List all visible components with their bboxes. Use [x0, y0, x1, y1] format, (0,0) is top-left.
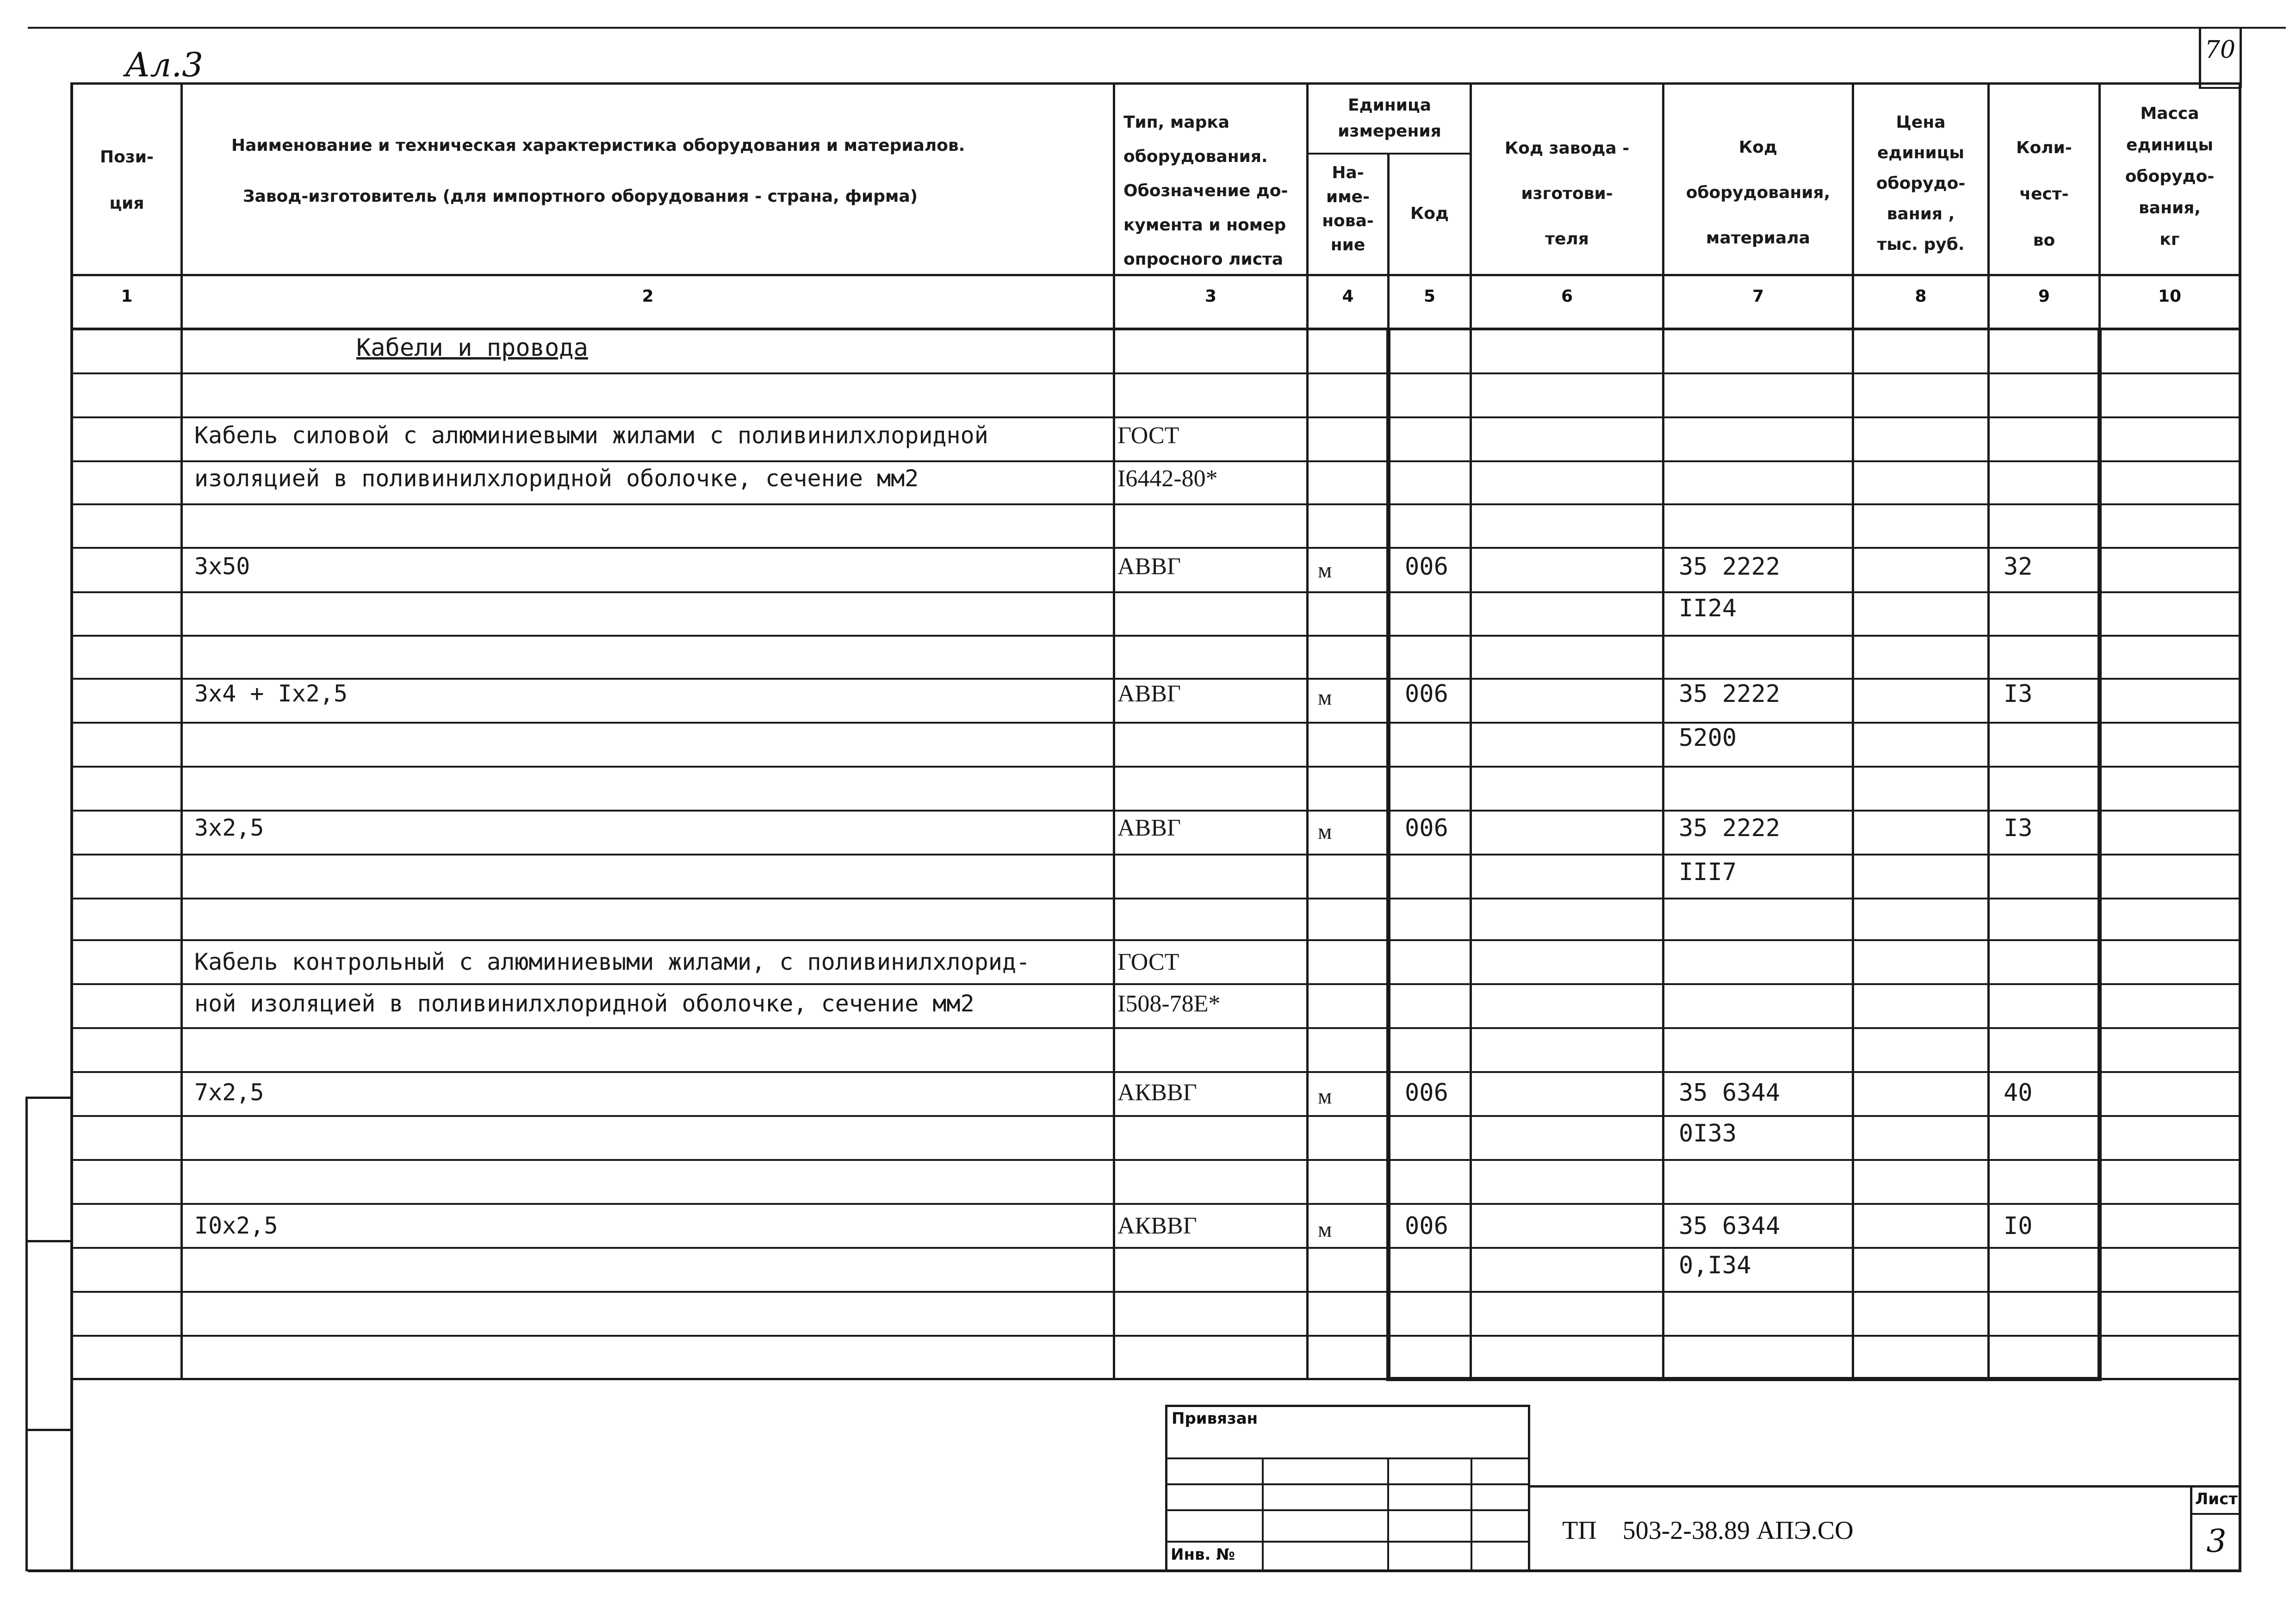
row-rule	[70, 678, 2241, 680]
row-unit-code: 006	[1405, 1079, 1448, 1107]
row-type: I6442-80*	[1117, 465, 1218, 492]
row-unit: м	[1318, 558, 1332, 583]
row-rule	[70, 766, 2241, 768]
row-unit: м	[1318, 685, 1332, 710]
tb-v2	[1387, 1457, 1389, 1571]
page-number: 70	[2204, 36, 2236, 64]
row-unit-code: 006	[1405, 553, 1448, 581]
header-unit-name: На- име- нова- ние	[1322, 163, 1374, 254]
row-rule	[70, 810, 2241, 812]
col-number-10: 10	[2158, 287, 2182, 306]
col-rule-5	[1470, 82, 1472, 1379]
inventory-label: Инв. №	[1171, 1545, 1235, 1564]
col-number-6: 6	[1561, 287, 1573, 306]
row-type: АВВГ	[1117, 681, 1181, 707]
row-code: 35 6344	[1679, 1079, 1781, 1107]
row-name: Кабель контрольный с алюминиевыми жилами, с поливинилхлорид-	[194, 949, 1030, 975]
row-rule	[70, 547, 2241, 549]
header-mass: Масса единицы оборудо- вания, кг	[2125, 104, 2215, 249]
tb-h4	[1165, 1541, 1530, 1543]
row-rule	[70, 591, 2241, 593]
tb-code-top	[1528, 1485, 2241, 1488]
row-rule	[70, 635, 2241, 637]
row-code: 0I33	[1679, 1120, 1737, 1147]
top-rule	[28, 27, 2286, 29]
tb-v1	[1262, 1457, 1264, 1571]
row-rule	[70, 1071, 2241, 1073]
col-number-3: 3	[1204, 287, 1217, 306]
row-code: 35 2222	[1679, 680, 1781, 708]
header-unit-group: Единица измерения	[1338, 96, 1441, 141]
tb-right	[1528, 1405, 1530, 1571]
row-code: 35 6344	[1679, 1212, 1781, 1240]
row-qty: 40	[2004, 1079, 2033, 1107]
row-rule	[70, 372, 2241, 374]
row-name: 3х50	[194, 553, 250, 580]
row-unit: м	[1318, 1084, 1332, 1109]
row-qty: I3	[2004, 680, 2033, 708]
header-unit-code: Код	[1410, 204, 1449, 223]
row-code: 35 2222	[1679, 814, 1781, 842]
row-rule	[70, 1159, 2241, 1161]
row-type: АКВВГ	[1117, 1213, 1197, 1239]
document-code: ТП 503-2-38.89 АПЭ.СО	[1562, 1516, 1854, 1545]
col-number-4: 4	[1342, 287, 1354, 306]
header-quantity: Коли- чест- во	[2016, 138, 2072, 250]
tb-left	[1165, 1405, 1167, 1571]
row-rule	[70, 1203, 2241, 1205]
row-unit: м	[1318, 1217, 1332, 1242]
row-unit-code: 006	[1405, 680, 1448, 708]
row-unit: м	[1318, 819, 1332, 844]
linked-label: Привязан	[1172, 1409, 1258, 1428]
numbers-bottom-rule	[70, 328, 2241, 330]
row-rule	[70, 1291, 2241, 1293]
row-type: АВВГ	[1117, 553, 1181, 580]
row-rule	[70, 460, 2241, 462]
row-code: 0,I34	[1679, 1252, 1751, 1279]
row-name: изоляцией в поливинилхлоридной оболочке, сечение мм2	[194, 465, 919, 492]
row-type: ГОСТ	[1117, 422, 1179, 449]
header-type: Тип, марка оборудования. Обозначение до- кумента и номер опросного листа	[1123, 113, 1288, 269]
tb-v3	[1471, 1457, 1472, 1571]
table-bottom-border	[28, 1569, 2241, 1572]
tb-h1	[1165, 1457, 1530, 1459]
col-rule-6	[1662, 82, 1664, 1379]
row-name: 3х4 + Iх2,5	[194, 680, 348, 707]
row-rule	[70, 1335, 2241, 1337]
row-rule	[70, 983, 2241, 985]
page-number-box-right	[2240, 28, 2242, 88]
tb-sheet-mid	[2190, 1513, 2241, 1515]
row-name: Кабель силовой с алюминиевыми жилами с поливинилхлоридной	[194, 422, 988, 449]
row-type: ГОСТ	[1117, 949, 1179, 975]
side-strip-mid1	[25, 1240, 72, 1242]
row-rule	[70, 1027, 2241, 1029]
row-rule	[70, 854, 2241, 856]
header-equipment-code: Код оборудования, материала	[1686, 138, 1831, 248]
tb-h3	[1165, 1509, 1530, 1511]
row-type: I508-78Е*	[1117, 991, 1221, 1017]
row-type: АКВВГ	[1117, 1079, 1197, 1106]
table-top-border	[70, 82, 2241, 85]
header-price: Цена единицы оборудо- вания , тыс. руб.	[1876, 113, 1966, 254]
row-rule	[70, 1247, 2241, 1249]
row-code: 5200	[1679, 724, 1737, 752]
page-number-box-left	[2199, 28, 2201, 88]
table-right-border	[2239, 82, 2241, 1572]
sheet-number: 3	[2206, 1523, 2227, 1560]
row-code: III7	[1679, 858, 1737, 886]
row-name: 3х2,5	[194, 814, 264, 841]
row-rule	[70, 503, 2241, 505]
corner-mark: Ал.3	[125, 45, 204, 84]
row-name: I0х2,5	[194, 1212, 278, 1239]
col-rule-3	[1306, 82, 1309, 1379]
row-name: ной изоляцией в поливинилхлоридной оболочке, сечение мм2	[194, 990, 974, 1017]
row-name: 7х2,5	[194, 1079, 264, 1106]
header-name: Наименование и техническая характеристика оборудования и материалов. Завод-изготовитель (для импортного оборудования - страна, фирма)	[231, 136, 965, 206]
side-strip-top	[25, 1097, 72, 1099]
col-number-7: 7	[1752, 287, 1764, 306]
row-qty: I0	[2004, 1212, 2033, 1240]
col-rule-8	[1987, 82, 1990, 1379]
row-rule	[70, 416, 2241, 418]
col-number-9: 9	[2038, 287, 2050, 306]
col-rule-1	[180, 82, 183, 1379]
row-rule	[70, 1115, 2241, 1117]
tb-top	[1165, 1405, 1530, 1407]
page-number-box-bottom	[2199, 87, 2240, 89]
row-rule	[70, 898, 2241, 899]
header-factory-code: Код завода - изготови- теля	[1504, 139, 1630, 248]
row-code: II24	[1679, 595, 1737, 622]
unit-group-rule	[1306, 153, 1472, 155]
tb-h2	[1165, 1483, 1530, 1485]
side-strip-mid2	[25, 1429, 72, 1431]
row-rule	[70, 939, 2241, 941]
table-left-border	[70, 82, 73, 1572]
col-rule-7	[1852, 82, 1854, 1379]
col-number-2: 2	[642, 287, 654, 306]
section-title: Кабели и провода	[356, 334, 588, 362]
row-code: 35 2222	[1679, 553, 1781, 581]
row-unit-code: 006	[1405, 814, 1448, 842]
row-qty: I3	[2004, 814, 2033, 842]
col-rule-2	[1113, 82, 1115, 1379]
col-number-5: 5	[1423, 287, 1436, 306]
col-number-1: 1	[121, 287, 133, 306]
row-type: АВВГ	[1117, 815, 1181, 841]
sheet-label: Лист	[2195, 1490, 2238, 1508]
row-rule	[70, 722, 2241, 724]
col-number-8: 8	[1915, 287, 1927, 306]
box-bottom	[1386, 1377, 2102, 1381]
row-unit-code: 006	[1405, 1212, 1448, 1240]
row-qty: 32	[2004, 553, 2033, 581]
header-position: Пози- ция	[100, 148, 154, 213]
side-strip-line	[25, 1097, 28, 1571]
